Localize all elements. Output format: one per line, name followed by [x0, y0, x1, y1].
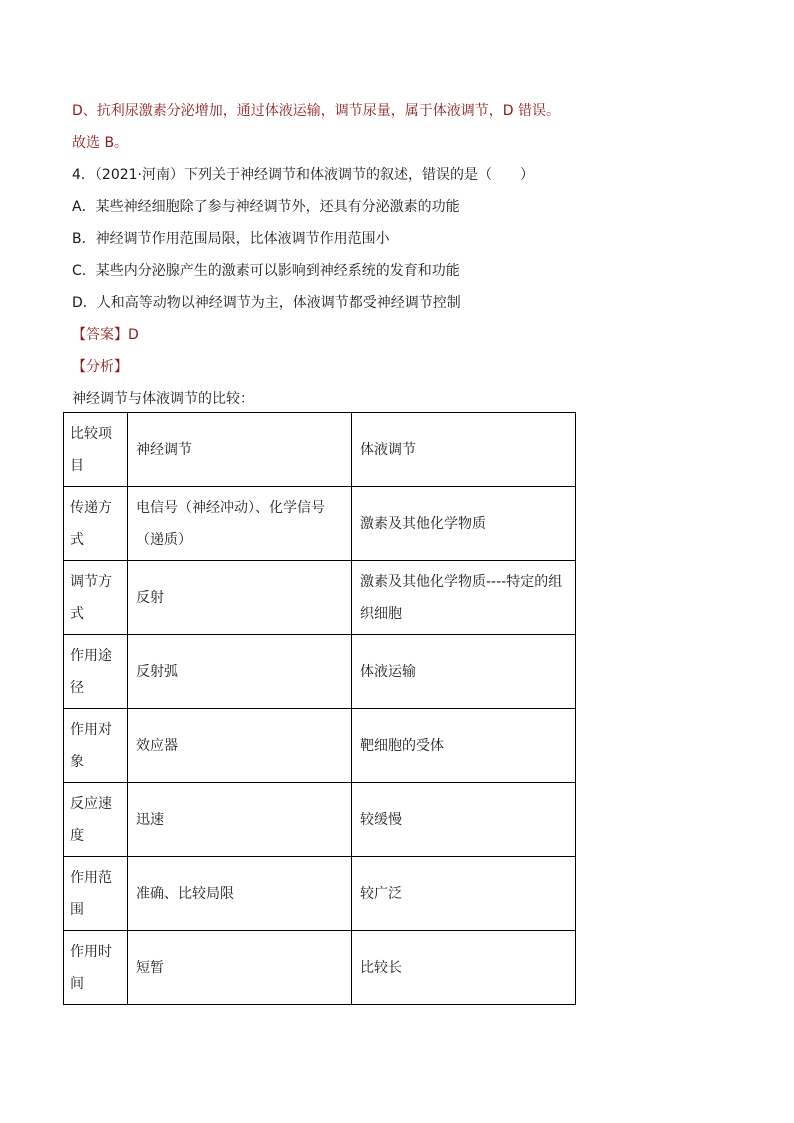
table-cell: 比较长: [352, 931, 576, 1005]
table-cell: 作用途径: [64, 635, 128, 709]
answer-label: 【答案】D: [72, 327, 139, 343]
table-cell: 反应速度: [64, 783, 128, 857]
table-cell: 传递方式: [64, 487, 128, 561]
table-cell: 准确、比较局限: [128, 857, 352, 931]
table-row: [64, 635, 576, 709]
table-cell: 较广泛: [352, 857, 576, 931]
table-cell: 作用范围: [64, 857, 128, 931]
table-row: [64, 783, 576, 857]
table-cell: 激素及其他化学物质: [352, 487, 576, 561]
option-a: A．某些神经细胞除了参与神经调节外，还具有分泌激素的功能: [72, 199, 460, 215]
option-b: B．神经调节作用范围局限，比体液调节作用范围小: [72, 231, 390, 247]
table-caption: 神经调节与体液调节的比较：: [72, 391, 254, 407]
table-cell: 调节方式: [64, 561, 128, 635]
table-row: [64, 561, 576, 635]
table-cell: 迅速: [128, 783, 352, 857]
table-cell: 靶细胞的受体: [352, 709, 576, 783]
table-cell: 反射弧: [128, 635, 352, 709]
table-cell: 较缓慢: [352, 783, 576, 857]
option-c: C．某些内分泌腺产生的激素可以影响到神经系统的发育和功能: [72, 263, 460, 279]
table-cell: 作用对象: [64, 709, 128, 783]
table-cell: 效应器: [128, 709, 352, 783]
table-cell: 激素及其他化学物质----特定的组织细胞: [352, 561, 576, 635]
table-cell: 作用时间: [64, 931, 128, 1005]
table-row: [64, 413, 576, 487]
choice-line: 故选 B。: [72, 135, 129, 151]
table-row: [64, 857, 576, 931]
table-cell: 电信号（神经冲动）、化学信号（递质）: [128, 487, 352, 561]
table-cell: 体液调节: [352, 413, 576, 487]
table-cell: 比较项目: [64, 413, 128, 487]
analysis-label: 【分析】: [72, 359, 128, 375]
option-d: D．人和高等动物以神经调节为主，体液调节都受神经调节控制: [72, 295, 461, 311]
table-cell: 反射: [128, 561, 352, 635]
comparison-table: [63, 412, 576, 1005]
question-title: 4．（2021·河南）下列关于神经调节和体液调节的叙述，错误的是（ ）: [72, 167, 534, 183]
table-cell: 短暂: [128, 931, 352, 1005]
table-cell: 体液运输: [352, 635, 576, 709]
table-row: [64, 931, 576, 1005]
table-row: [64, 487, 576, 561]
table-cell: 神经调节: [128, 413, 352, 487]
table-row: [64, 709, 576, 783]
option-d-analysis: D、抗利尿激素分泌增加，通过体液运输，调节尿量，属于体液调节，D 错误。: [72, 103, 561, 119]
